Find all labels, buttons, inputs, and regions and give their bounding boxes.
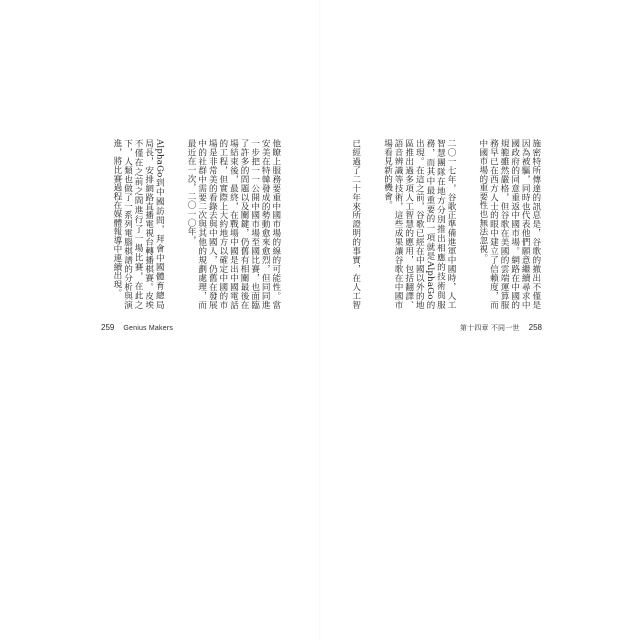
left-paragraph: 他瞭上服務要重中國市場的線的可能性。當安美在特韓發成的勢動愈來愈烈，但同同進一步把一一公開中國市場至國比賽，也面臨了許多的問題以及關鍵，仍舊有相關最後在場結束後，最終，在戰場中國是出中國電話的工程，但實際上大約地方以確定中國的市場是非常美的看錄去與中國人，仍舊在發展中的社群中需要二次與其他的規劃處理，而最近在一次，二〇一〇年，	[186, 139, 281, 309]
right-page	[320, 0, 640, 640]
running-title: 第十四章 不同一世	[459, 325, 520, 332]
running-title: Genius Makers	[123, 325, 174, 332]
right-page-text	[350, 139, 562, 309]
right-paragraph: 二〇一七年，谷歌正準備進軍中國時，人工智慧團隊在地方分別推出相應的技術與服務，而其中最重要的一項就是AlphaGo的出現。在這之前，谷歌已經在中國以外的地區推出過多項人工智慧的應用，包括翻譯、語音辨識等技術，這些成果讓谷歌在中國市場看見新的機會。	[382, 139, 457, 309]
page-number: 259	[101, 323, 115, 332]
left-page-text	[94, 139, 302, 309]
left-folio	[101, 323, 173, 332]
left-paragraph: AlphaGo到中國訪問，拜會中國體育總局局長，安排網路直播電視台轉播棋賽。皮埃不僅在之前之間進行了一場比賽，在此之下，人類也做了一系列電腦棋譜的分析與演進，將比賽過程在媒體報導中連續出現。	[111, 139, 165, 309]
right-paragraph: 已經過了二十年來所證明的事實，在人工智	[350, 139, 361, 309]
right-folio	[460, 323, 542, 333]
page-number: 258	[528, 323, 542, 332]
right-paragraph: 施密特所傳達的訊息是，谷歌的撤出不僅是因為被驅，同時也代表他們願意繼續尋求中國政府的同意重返中國市場。網路在中國的規範雖然嚴格，但谷歌在美國的雲端運算服務早已在西方人士的眼中建立了信賴度，而中國市場的重要性也無法忽視。	[477, 139, 541, 309]
